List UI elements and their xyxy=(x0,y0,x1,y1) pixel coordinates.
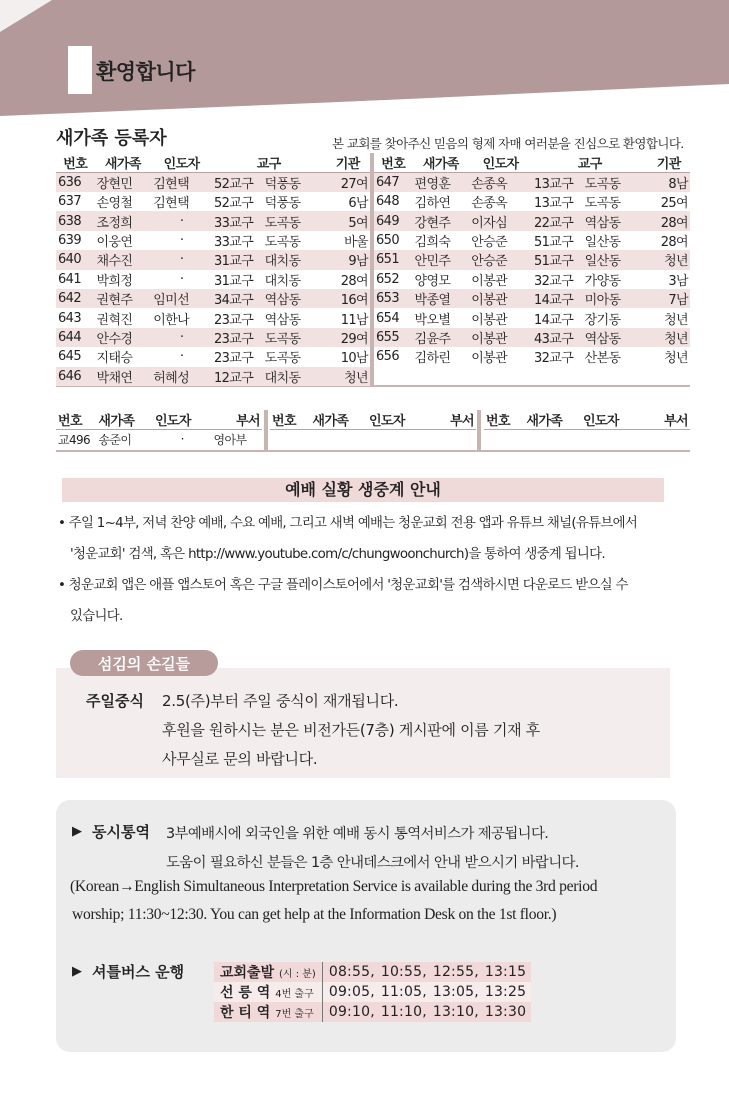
column-header: 부서 xyxy=(426,410,477,430)
table-cell: 대치동 xyxy=(263,250,326,269)
table-row xyxy=(374,308,690,327)
shuttle-station xyxy=(214,982,322,1002)
care-line-3: 사무실로 문의 바랍니다. xyxy=(162,750,318,768)
table-cell: 31교구 xyxy=(212,250,263,269)
table-cell: 640 xyxy=(56,250,94,269)
table-cell: 청년 xyxy=(647,328,690,347)
column-header: 새가족 xyxy=(310,410,367,430)
table-cell: 51교구 xyxy=(532,250,583,269)
table-cell: 도곡동 xyxy=(264,234,301,250)
table-cell: 청년 xyxy=(664,312,688,328)
table-header xyxy=(56,153,370,173)
shuttle-time: 08:55, xyxy=(328,964,375,980)
dept-divider-2 xyxy=(477,410,481,450)
department-table xyxy=(56,410,690,452)
shuttle-label: 셔틀버스 운행 xyxy=(92,963,185,981)
table-cell: 33교구 xyxy=(213,234,254,250)
table-row xyxy=(56,430,262,449)
table-row xyxy=(56,192,370,211)
table-header xyxy=(270,410,476,430)
shuttle-time: 12:55, xyxy=(432,964,479,980)
table-cell: 650 xyxy=(376,232,400,248)
table-cell: 손영철 xyxy=(96,196,133,212)
shuttle-time: 11:05, xyxy=(380,984,427,1000)
table-cell: 박채연 xyxy=(94,367,151,386)
table-cell: · xyxy=(179,349,184,365)
table-cell: 권혁진 xyxy=(96,312,133,328)
table-cell: 역삼동 xyxy=(263,289,326,308)
interpretation-english-1: (Korean→English Simultaneous Interpretation Service is available during the 3rd period xyxy=(70,878,598,895)
triangle-icon: ▶ xyxy=(72,824,82,839)
table-cell: 28여 xyxy=(660,234,688,250)
table-cell: 32교구 xyxy=(533,351,574,367)
table-cell: 교496 xyxy=(58,432,91,447)
table-cell: 김하연 xyxy=(414,196,451,212)
table-cell: 가양동 xyxy=(584,273,621,289)
care-line-2: 후원을 원하시는 분은 비전가든(7층) 게시판에 이름 기재 후 xyxy=(162,721,540,739)
table-cell: 박희정 xyxy=(96,273,133,289)
page-title: 환영합니다 xyxy=(96,60,195,84)
live-bullet-2-line-1: • 청운교회 앱은 애플 앱스토어 혹은 구글 플레이스토어에서 '청운교회'를 검색하시면 다운로드 받으실 수 xyxy=(58,578,628,593)
triangle-icon: ▶ xyxy=(72,964,82,979)
shuttle-times xyxy=(322,1002,531,1022)
table-row xyxy=(56,231,370,250)
table-cell: 52교구 xyxy=(213,196,254,212)
registrants-left xyxy=(56,153,370,386)
table-cell: 10남 xyxy=(340,351,368,367)
table-row xyxy=(56,173,370,193)
shuttle-time: 13:15 xyxy=(484,964,527,980)
table-cell: 653 xyxy=(374,289,412,308)
table-cell: 655 xyxy=(374,328,412,347)
table-cell: 25여 xyxy=(660,196,688,212)
table-cell: 장현민 xyxy=(94,173,151,193)
table-cell: 32교구 xyxy=(533,273,574,289)
table-cell: 대치동 xyxy=(264,273,301,289)
table-cell: 14교구 xyxy=(532,289,583,308)
table-header xyxy=(56,410,262,430)
column-header: 인도자 xyxy=(581,410,640,430)
table-cell: 22교구 xyxy=(532,211,583,230)
table-cell: 23교구 xyxy=(213,351,254,367)
shuttle-row xyxy=(214,962,531,982)
table-cell: 5여 xyxy=(325,211,370,230)
care-label: 주일중식 xyxy=(86,692,144,710)
table-row xyxy=(374,211,690,230)
table-cell: · xyxy=(179,232,184,248)
table-cell: 권현주 xyxy=(94,289,151,308)
table-cell: 채수진 xyxy=(94,250,151,269)
table-cell: 12교구 xyxy=(212,367,263,386)
table-cell: 박오별 xyxy=(414,312,451,328)
table-cell: 김현택 xyxy=(153,196,190,212)
table-cell: · xyxy=(151,328,212,347)
column-header: 새가족 xyxy=(412,153,469,173)
table-cell: 미아동 xyxy=(583,289,648,308)
table-row xyxy=(374,231,690,250)
registrants-title: 새가족 등록자 xyxy=(56,128,167,149)
shuttle-time: 11:10, xyxy=(380,1004,427,1020)
table-cell: 김하린 xyxy=(414,351,451,367)
column-header: 새가족 xyxy=(96,410,153,430)
live-bullet-1-line-2: '청운교회' 검색, 혹은 http://www.youtube.com/c/chungwoonchurch)을 통하여 생중계 됩니다. xyxy=(70,547,605,562)
table-row xyxy=(374,270,690,289)
department-right xyxy=(484,410,690,430)
table-cell: 이봉관 xyxy=(471,273,508,289)
table-row xyxy=(56,308,370,327)
column-header: 인도자 xyxy=(469,153,532,173)
table-cell: 27여 xyxy=(325,173,370,193)
table-cell: 청년 xyxy=(325,367,370,386)
table-cell: 양영모 xyxy=(414,273,451,289)
table-cell: 도곡동 xyxy=(584,196,621,212)
department-left xyxy=(56,410,262,449)
table-cell: 김윤주 xyxy=(412,328,469,347)
table-cell: 13교구 xyxy=(533,196,574,212)
table-cell: 임미선 xyxy=(151,289,212,308)
table-cell: 637 xyxy=(58,194,82,210)
shuttle-time: 13:30 xyxy=(484,1004,527,1020)
column-header: 인도자 xyxy=(367,410,426,430)
table-cell: 652 xyxy=(376,271,400,287)
shuttle-table xyxy=(214,962,531,1022)
table-cell: 647 xyxy=(374,173,412,193)
table-cell: 이봉관 xyxy=(469,328,532,347)
table-cell: 34교구 xyxy=(212,289,263,308)
table-cell: 이자심 xyxy=(469,211,532,230)
station-name: 한 티 역 xyxy=(220,1005,271,1021)
table-row xyxy=(56,211,370,230)
shuttle-row xyxy=(214,982,531,1002)
station-note: (시 : 분) xyxy=(278,969,316,980)
shuttle-time: 13:05, xyxy=(432,984,479,1000)
interpretation-line-1: 3부예배시에 외국인을 위한 예배 동시 통역서비스가 제공됩니다. xyxy=(166,826,549,842)
table-row xyxy=(56,328,370,347)
table-cell: 대치동 xyxy=(263,367,326,386)
table-cell: · xyxy=(179,271,184,287)
table-cell: 안민주 xyxy=(412,250,469,269)
table-cell: 648 xyxy=(376,194,400,210)
column-header: 새가족 xyxy=(524,410,581,430)
table-cell: 안승준 xyxy=(471,234,508,250)
table-cell: 역삼동 xyxy=(264,312,301,328)
table-cell: 산본동 xyxy=(584,351,621,367)
column-header: 교구 xyxy=(212,153,325,173)
table-cell: 영아부 xyxy=(213,432,247,447)
care-logo-text: 섬김의 손길들 xyxy=(97,655,191,673)
table-cell: 645 xyxy=(58,349,82,365)
column-header: 번호 xyxy=(56,153,94,173)
table-cell: 이봉관 xyxy=(469,289,532,308)
table-row xyxy=(374,250,690,269)
table-cell: 바울 xyxy=(344,234,368,250)
table-cell: · xyxy=(151,211,212,230)
table-cell: 청년 xyxy=(647,250,690,269)
table-cell: 644 xyxy=(56,328,94,347)
table-cell: 조정희 xyxy=(94,211,151,230)
shuttle-times xyxy=(322,982,531,1002)
table-cell: 6남 xyxy=(348,196,368,212)
table-cell: 이봉관 xyxy=(471,351,508,367)
table-cell: 16여 xyxy=(325,289,370,308)
table-cell: 651 xyxy=(374,250,412,269)
table-header xyxy=(374,153,690,173)
table-row xyxy=(56,347,370,366)
column-header: 기관 xyxy=(325,153,370,173)
table-cell: 청년 xyxy=(664,351,688,367)
care-logo xyxy=(70,648,220,682)
table-cell: · xyxy=(151,250,212,269)
table-cell: 이웅연 xyxy=(96,234,133,250)
table-cell: 14교구 xyxy=(533,312,574,328)
table-cell: 9남 xyxy=(325,250,370,269)
shuttle-station xyxy=(214,962,322,982)
column-header: 기관 xyxy=(647,153,690,173)
live-bullet-2-line-2: 있습니다. xyxy=(70,609,123,624)
table-cell: 도곡동 xyxy=(263,328,326,347)
table-cell: 덕풍동 xyxy=(264,196,301,212)
column-header: 번호 xyxy=(56,410,96,430)
shuttle-time: 13:25 xyxy=(484,984,527,1000)
table-cell: · xyxy=(180,432,184,447)
table-cell: 8남 xyxy=(647,173,690,193)
table-header xyxy=(484,410,690,430)
table-cell: 13교구 xyxy=(532,173,583,193)
table-cell: 역삼동 xyxy=(583,211,648,230)
table-row xyxy=(56,367,370,386)
department-middle xyxy=(270,410,476,430)
table-cell: 도곡동 xyxy=(263,211,326,230)
column-header: 번호 xyxy=(270,410,310,430)
shuttle-time: 09:05, xyxy=(328,984,375,1000)
column-header: 인도자 xyxy=(151,153,212,173)
table-cell: 11남 xyxy=(340,312,368,328)
table-cell: 23교구 xyxy=(212,328,263,347)
registrants-table xyxy=(56,153,690,387)
table-cell: 7남 xyxy=(647,289,690,308)
table-row xyxy=(56,289,370,308)
table-cell: 52교구 xyxy=(212,173,263,193)
table-row xyxy=(374,173,690,193)
table-row xyxy=(374,328,690,347)
station-note: 7번 출구 xyxy=(275,1009,314,1020)
table-cell: 편영훈 xyxy=(412,173,469,193)
table-row xyxy=(374,347,690,366)
table-cell: 일산동 xyxy=(584,234,621,250)
table-cell: 636 xyxy=(56,173,94,193)
table-cell: 643 xyxy=(58,310,82,326)
table-row xyxy=(56,250,370,269)
header-mark xyxy=(68,46,92,94)
table-cell: 이봉관 xyxy=(471,312,508,328)
registrants-right xyxy=(374,153,690,367)
table-cell: 박종열 xyxy=(412,289,469,308)
table-cell: 김희숙 xyxy=(414,234,451,250)
table-cell: 28여 xyxy=(647,211,690,230)
table-row xyxy=(56,270,370,289)
table-cell: 손종옥 xyxy=(469,173,532,193)
table-cell: 일산동 xyxy=(583,250,648,269)
column-header: 부서 xyxy=(640,410,691,430)
table-cell: 도곡동 xyxy=(264,351,301,367)
live-title: 예배 실황 생중계 안내 xyxy=(62,478,664,502)
table-cell: 33교구 xyxy=(212,211,263,230)
table-cell: 642 xyxy=(56,289,94,308)
shuttle-row xyxy=(214,1002,531,1022)
column-header: 부서 xyxy=(212,410,263,430)
table-cell: 덕풍동 xyxy=(263,173,326,193)
table-cell: 도곡동 xyxy=(583,173,648,193)
table-cell: 강현주 xyxy=(412,211,469,230)
table-cell: 641 xyxy=(58,271,82,287)
table-cell: 638 xyxy=(56,211,94,230)
table-cell: 28여 xyxy=(340,273,368,289)
table-cell: 이한나 xyxy=(153,312,190,328)
interpretation-line-2: 도움이 필요하신 분들은 1층 안내데스크에서 안내 받으시기 바랍니다. xyxy=(166,855,579,871)
table-row xyxy=(374,192,690,211)
table-cell: 23교구 xyxy=(213,312,254,328)
column-header: 번호 xyxy=(484,410,524,430)
table-cell: 649 xyxy=(374,211,412,230)
table-row xyxy=(374,289,690,308)
table-cell: 43교구 xyxy=(532,328,583,347)
shuttle-station xyxy=(214,1002,322,1022)
shuttle-time: 10:55, xyxy=(380,964,427,980)
dept-divider-1 xyxy=(264,410,268,450)
table-cell: 손종옥 xyxy=(471,196,508,212)
table-cell: 656 xyxy=(376,349,400,365)
table-cell: 허혜성 xyxy=(151,367,212,386)
station-name: 교회출발 xyxy=(220,965,275,981)
shuttle-time: 09:10, xyxy=(328,1004,375,1020)
table-cell: 장기동 xyxy=(584,312,621,328)
care-line-1: 2.5(주)부터 주일 중식이 재개됩니다. xyxy=(162,692,399,710)
interpretation-english-2: worship; 11:30~12:30. You can get help at the Information Desk on the 1st floor.) xyxy=(72,906,557,923)
table-cell: 지태승 xyxy=(96,351,133,367)
table-cell: 안수경 xyxy=(94,328,151,347)
interpretation-label: 동시통역 xyxy=(92,823,150,841)
table-cell: 송준이 xyxy=(98,432,132,447)
station-note: 4번 출구 xyxy=(275,989,314,1000)
column-header: 인도자 xyxy=(153,410,212,430)
table-cell: 안승준 xyxy=(469,250,532,269)
table-cell: 김현택 xyxy=(151,173,212,193)
table-cell: 역삼동 xyxy=(583,328,648,347)
table-cell: 3남 xyxy=(668,273,688,289)
table-cell: 51교구 xyxy=(533,234,574,250)
table-cell: 654 xyxy=(376,310,400,326)
column-header: 번호 xyxy=(374,153,412,173)
live-bullet-1-line-1: • 주일 1~4부, 저녁 찬양 예배, 수요 예배, 그리고 새벽 예배는 청운교회 전용 앱과 유튜브 채널(유튜브에서 xyxy=(58,516,638,531)
table-cell: 646 xyxy=(56,367,94,386)
table-cell: 31교구 xyxy=(213,273,254,289)
station-name: 선 릉 역 xyxy=(220,985,271,1001)
shuttle-times xyxy=(322,962,531,982)
table-cell: 639 xyxy=(58,232,82,248)
shuttle-time: 13:10, xyxy=(432,1004,479,1020)
welcome-text: 본 교회를 찾아주신 믿음의 형제 자매 여러분을 진심으로 환영합니다. xyxy=(332,136,684,151)
table-cell: 29여 xyxy=(325,328,370,347)
column-header: 교구 xyxy=(532,153,647,173)
column-header: 새가족 xyxy=(94,153,151,173)
